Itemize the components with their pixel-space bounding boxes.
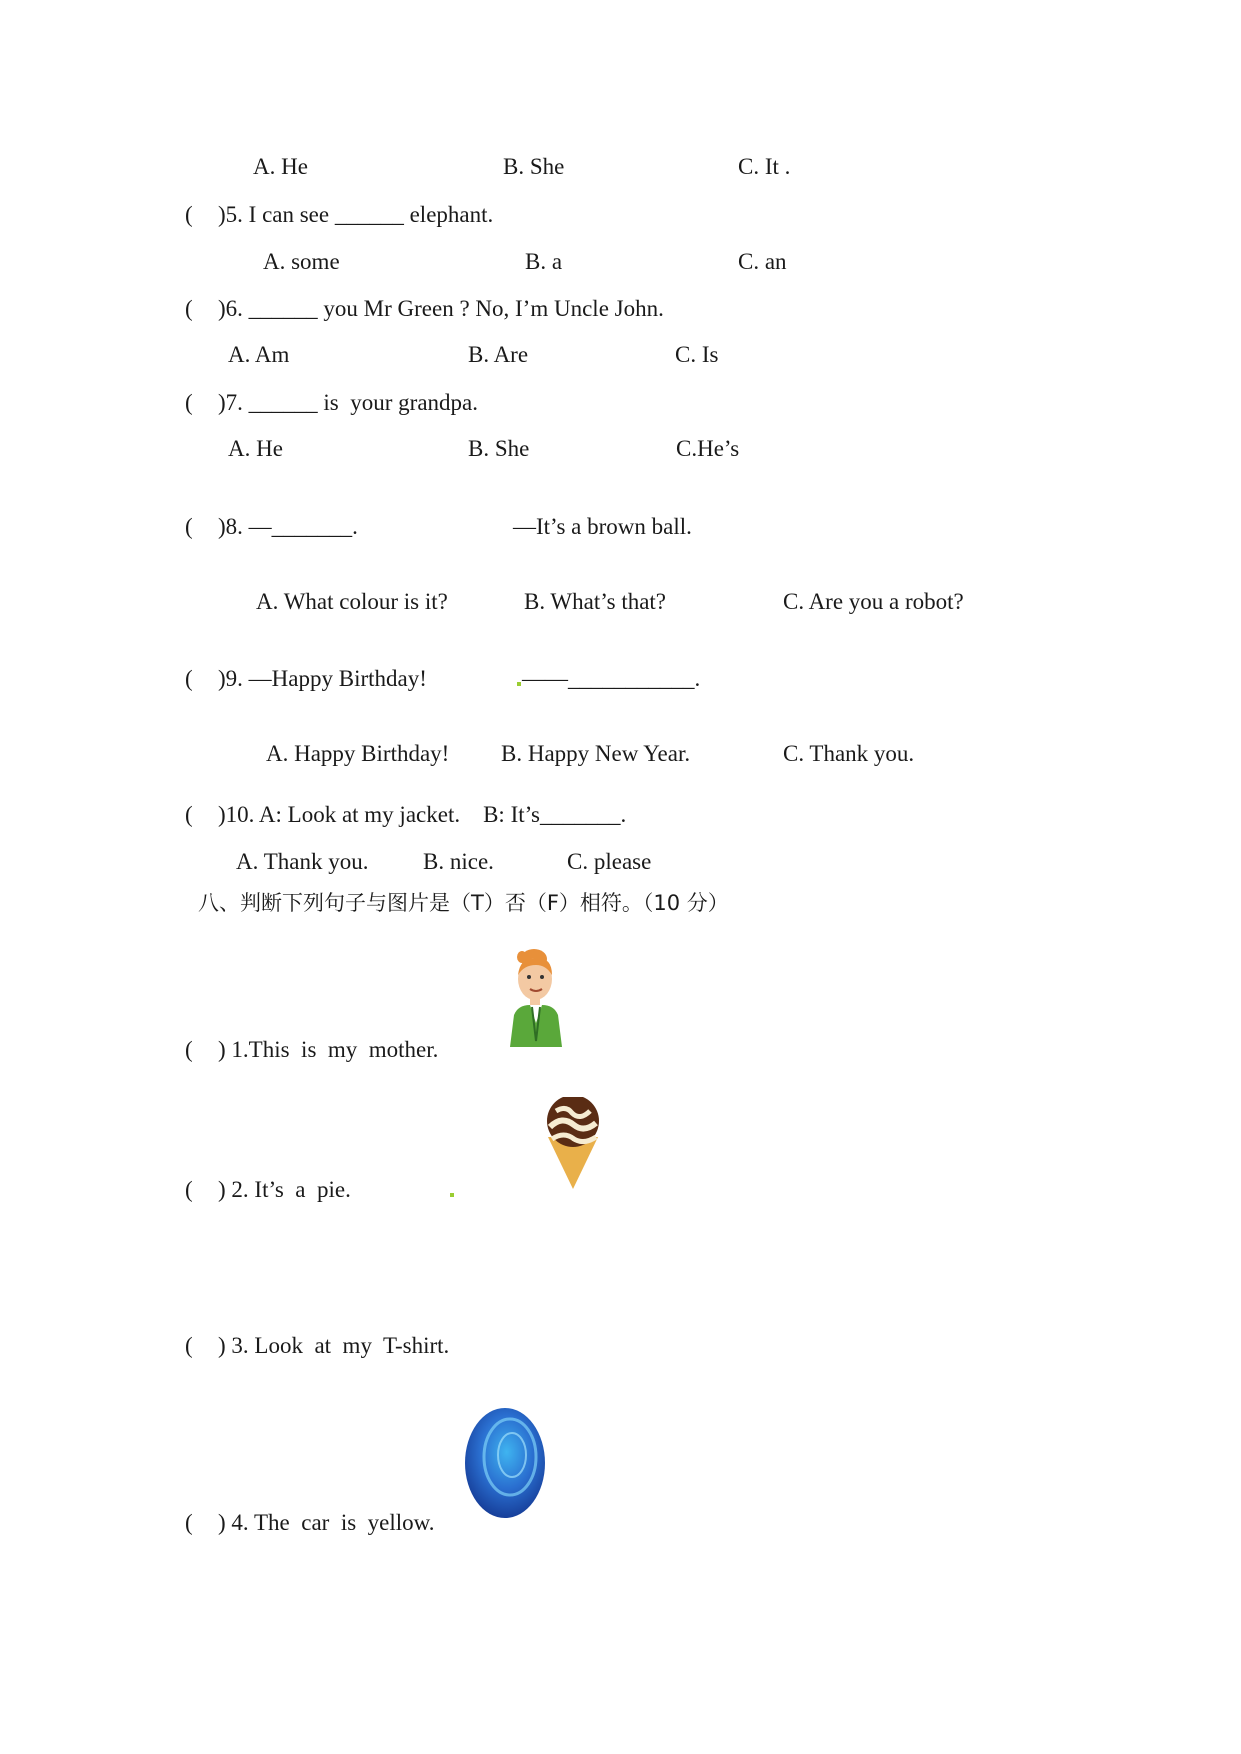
woman-illustration xyxy=(500,945,572,1047)
q9-answer-paren: ( xyxy=(185,666,193,691)
q6-option-b: B. Are xyxy=(468,342,529,367)
q7-option-b: B. She xyxy=(468,436,530,461)
q6-answer-paren: ( xyxy=(185,296,193,321)
q5-option-a: A. some xyxy=(263,249,340,274)
s8-item-4-paren: ( xyxy=(185,1510,193,1535)
q9-option-a: A. Happy Birthday! xyxy=(266,741,450,766)
q9-option-b: B. Happy New Year. xyxy=(501,741,691,766)
q8-answer-paren: ( xyxy=(185,514,193,539)
q7-stem: )7. ______ is your grandpa. xyxy=(218,390,478,415)
q10-answer-paren: ( xyxy=(185,802,193,827)
s8-item-2-text: ) 2. It’s a pie. xyxy=(218,1177,351,1202)
q8-reply: —It’s a brown ball. xyxy=(513,514,692,539)
q6-option-a: A. Am xyxy=(228,342,290,367)
q4-option-b: B. She xyxy=(503,154,565,179)
q5-answer-paren: ( xyxy=(185,202,193,227)
q9-reply: ——___________. xyxy=(522,666,701,691)
q10-stem: )10. A: Look at my jacket. B: It’s_______. xyxy=(218,802,627,827)
q10-option-c: C. please xyxy=(567,849,652,874)
section-8-title: 八、判断下列句子与图片是（T）否（F）相符。（10 分） xyxy=(198,891,729,915)
q7-option-c: C.He’s xyxy=(676,436,740,461)
q5-option-c: C. an xyxy=(738,249,787,274)
q7-answer-paren: ( xyxy=(185,390,193,415)
q7-option-a: A. He xyxy=(228,436,283,461)
ice-cream-cone-illustration xyxy=(540,1097,606,1189)
s8-item-2-paren: ( xyxy=(185,1177,193,1202)
q8-stem: )8. —_______. xyxy=(218,514,358,539)
s8-item-4-text: ) 4. The car is yellow. xyxy=(218,1510,435,1535)
green-dot-mark xyxy=(517,682,521,686)
q10-option-b: B. nice. xyxy=(423,849,494,874)
q8-option-a: A. What colour is it? xyxy=(256,589,448,614)
s8-item-1-paren: ( xyxy=(185,1037,193,1062)
q5-stem: )5. I can see ______ elephant. xyxy=(218,202,494,227)
q10-option-a: A. Thank you. xyxy=(236,849,369,874)
s8-item-3-text: ) 3. Look at my T-shirt. xyxy=(218,1333,450,1358)
q4-option-a: A. He xyxy=(253,154,308,179)
q9-stem: )9. —Happy Birthday! xyxy=(218,666,427,691)
green-dot-mark xyxy=(450,1193,454,1197)
s8-item-1-text: ) 1.This is my mother. xyxy=(218,1037,439,1062)
q9-option-c: C. Thank you. xyxy=(783,741,915,766)
q6-stem: )6. ______ you Mr Green ? No, I’m Uncle John. xyxy=(218,296,664,321)
q5-option-b: B. a xyxy=(525,249,563,274)
q6-option-c: C. Is xyxy=(675,342,719,367)
q8-option-c: C. Are you a robot? xyxy=(783,589,964,614)
blue-ball-illustration xyxy=(462,1405,548,1523)
q4-option-c: C. It . xyxy=(738,154,791,179)
q8-option-b: B. What’s that? xyxy=(524,589,667,614)
s8-item-3-paren: ( xyxy=(185,1333,193,1358)
